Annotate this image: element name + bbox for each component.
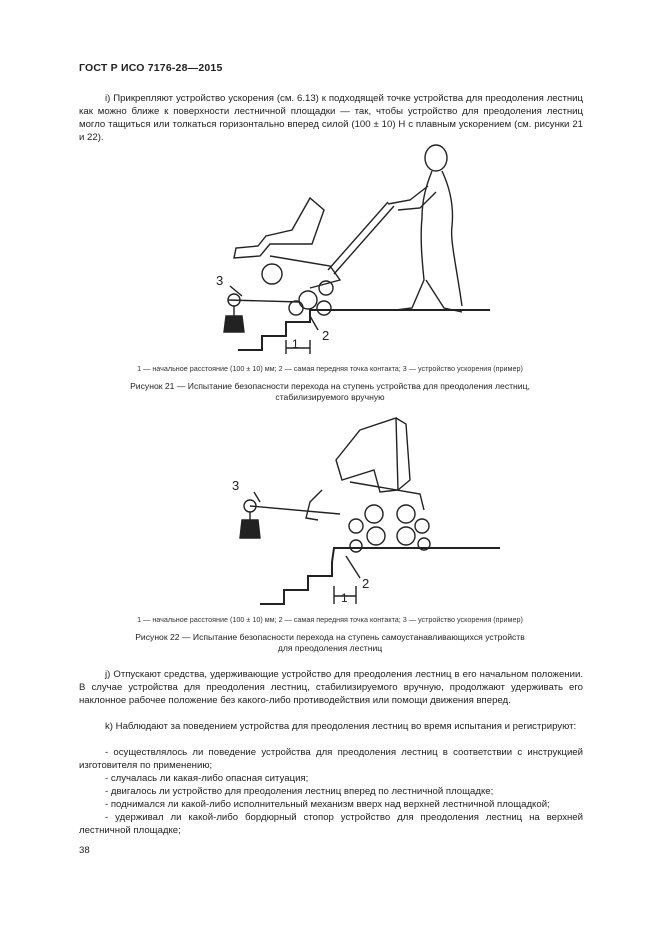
paragraph-j: j) Отпускают средства, удерживающие устройство для преодоления лестниц в его начальном положении. В случае устройства для преодоления лестниц, стабилизируемого вручную, продолжают удерживать его наклонное рабочее положение без какого-либо противодействия или помощи движения вперед. (79, 669, 583, 706)
fig21-label-3: 3 (216, 273, 224, 288)
fig22-label-1: 1 (341, 591, 348, 605)
document-header: ГОСТ Р ИСО 7176-28—2015 (79, 62, 223, 74)
page-number: 38 (79, 845, 90, 856)
figure-21-caption-line-1: Рисунок 21 — Испытание безопасности перехода на ступень устройства для преодоления лестниц, (130, 381, 530, 391)
figure-21-caption (60, 381, 600, 403)
figure-22-legend: 1 — начальное расстояние (100 ± 10) мм; 2 — самая передняя точка контакта; 3 — устройство ускорения (пример) (137, 615, 523, 624)
list-item: - удерживал ли какой-либо бордюрный стопор устройство для преодоления лестниц на верхней лестничной площадке; (79, 812, 583, 836)
paragraph-i: i) Прикрепляют устройство ускорения (см. 6.13) к подходящей точке устройства для преодоления лестниц как можно ближе к поверхности лестничной площадки — так, чтобы устройство для преодоления лестниц могло тащиться или толкаться горизонтально вперед силой (100 ± 10) Н с плавным ускорением (см. рисунки 21 и 22). (79, 93, 583, 143)
figure-22-caption (60, 632, 600, 654)
fig21-label-1: 1 (292, 337, 299, 351)
list-item: - случалась ли какая-либо опасная ситуация; (105, 773, 309, 784)
fig21-label-2: 2 (322, 328, 330, 343)
figure-21-drawing (200, 140, 500, 358)
figure-22-caption-line-1: Рисунок 22 — Испытание безопасности перехода на ступень самоустанавливающихся устройств (135, 632, 525, 642)
fig22-label-2: 2 (362, 576, 370, 591)
figure-21-caption-line-2: стабилизируемого вручную (275, 392, 385, 402)
figure-22-drawing (210, 410, 510, 610)
list-item: - двигалось ли устройство для преодоления лестниц вперед по лестничной площадке; (105, 786, 494, 797)
list-item: - осуществлялось ли поведение устройства для преодоления лестниц в соответствии с инструкцией изготовителя по применению; (79, 747, 583, 771)
paragraph-k: k) Наблюдают за поведением устройства для преодоления лестниц во время испытания и регистрируют: (105, 721, 577, 732)
figure-22-caption-line-2: для преодоления лестниц (277, 643, 383, 653)
figure-21-legend: 1 — начальное расстояние (100 ± 10) мм; 2 — самая передняя точка контакта; 3 — устройство ускорения (пример) (137, 364, 523, 373)
list-item: - поднимался ли какой-либо исполнительный механизм вверх над верхней лестничной площадкой; (105, 799, 550, 810)
fig22-label-3: 3 (232, 478, 240, 493)
observation-list (79, 746, 583, 837)
